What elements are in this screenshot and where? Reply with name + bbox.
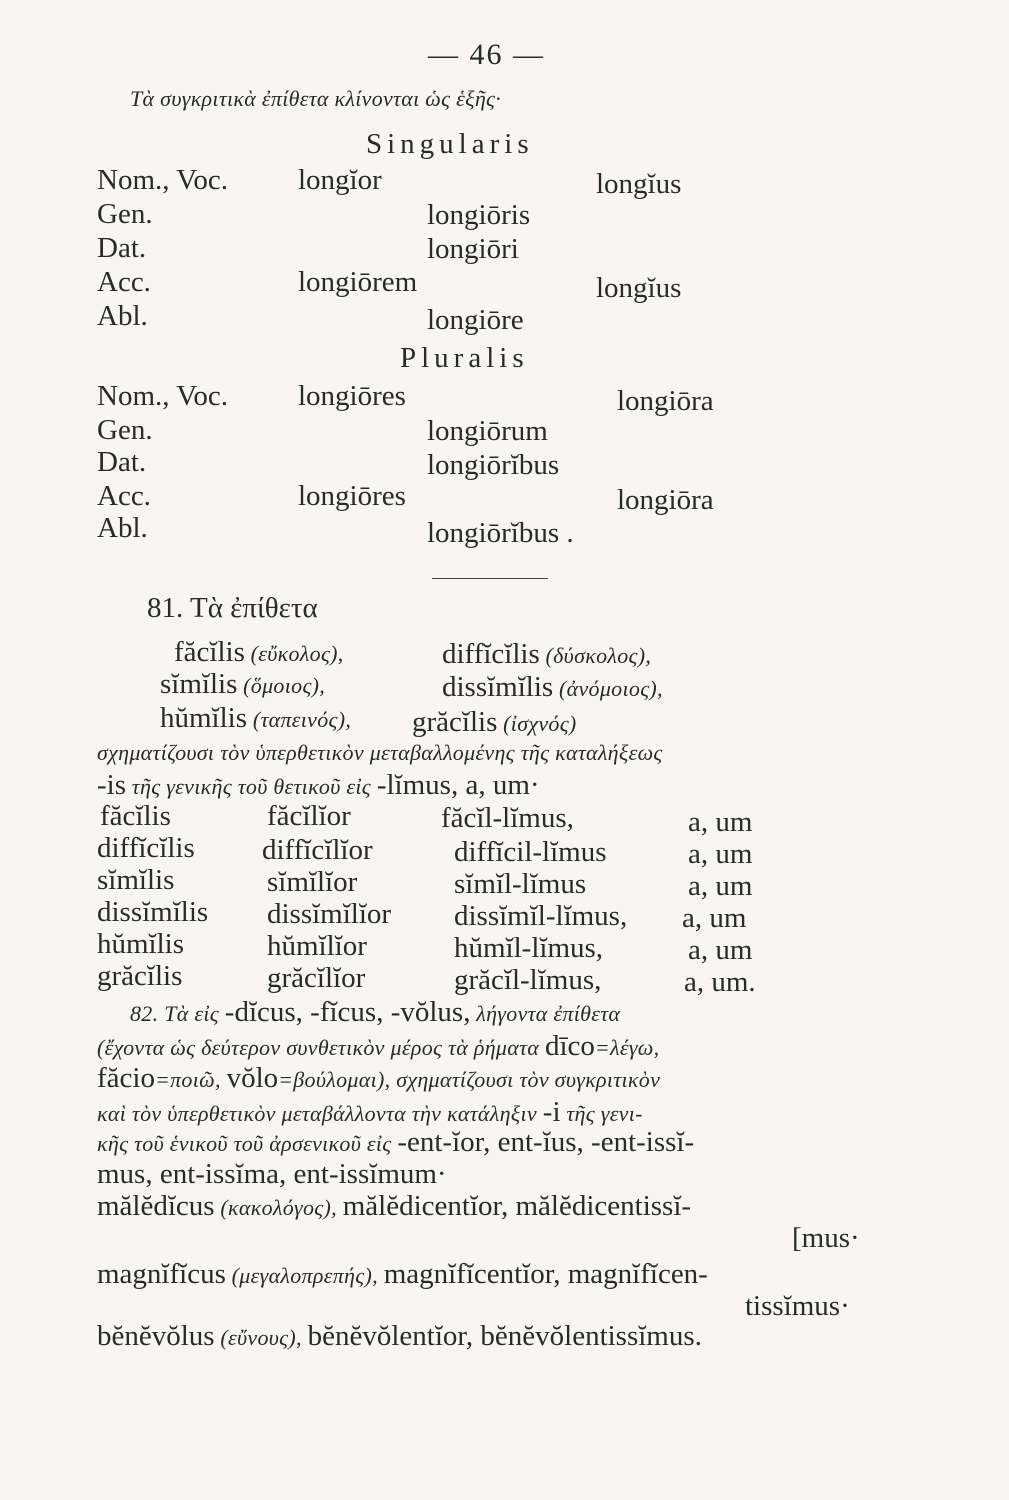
rule-description: σχηματίζουσι τὸν ὑπερθετικὸν μεταβαλλομένης τῆς καταλήξεως <box>97 740 663 765</box>
case-label: Dat. <box>97 232 147 264</box>
greek-text: λήγοντα ἐπίθετα <box>470 1001 621 1026</box>
latin-word: grăcĭlis <box>412 706 498 738</box>
greek-gloss: (εὔκολος), <box>244 641 344 666</box>
form-n: longiōra <box>617 484 714 516</box>
intro-line: Τὰ συγκριτικὰ ἐπίθετα κλίνονται ὡς ἑξῆς· <box>130 86 502 111</box>
case-label: Gen. <box>97 198 153 230</box>
greek-gloss: (ταπεινός), <box>247 707 352 732</box>
superlative-form: diffĭcil-lĭmus <box>454 836 607 868</box>
case-label: Abl. <box>97 512 148 544</box>
positive-form: dissĭmĭlis <box>97 896 209 928</box>
form-common: longiōrĭbus <box>427 449 560 481</box>
form-mf: longiōres <box>298 480 406 512</box>
latin-text: dīco <box>544 1030 595 1062</box>
positive-form: făcĭlis <box>100 800 171 832</box>
superlative-form: dissĭmĭl-lĭmus, <box>454 900 628 932</box>
comparative-form: dissĭmĭlĭor <box>267 898 392 930</box>
section-82-line <box>130 996 620 1029</box>
gender-endings: a, um <box>688 838 753 870</box>
form-n: longĭus <box>596 168 682 200</box>
example-line <box>97 1190 691 1223</box>
gender-endings: a, um. <box>684 966 756 998</box>
page-number: — 46 — <box>428 38 545 71</box>
greek-gloss: (εὔνους), <box>214 1325 308 1350</box>
form-n: longĭus <box>596 272 682 304</box>
greek-text: =ποιῶ, <box>154 1067 227 1092</box>
rule-description <box>97 769 540 802</box>
case-label: Dat. <box>97 446 147 478</box>
latin-text: magnĭfĭcentĭor, magnĭfĭcen- <box>383 1258 708 1290</box>
positive-form: hŭmĭlis <box>97 928 185 960</box>
latin-word: diffĭcĭlis <box>442 638 540 670</box>
latin-text: -i <box>542 1096 561 1128</box>
section-82-line <box>97 1062 660 1095</box>
singularis-header: Singularis <box>366 128 534 160</box>
positive-form: diffĭcĭlis <box>97 832 195 864</box>
example-line <box>97 1258 708 1291</box>
example-line <box>97 1320 702 1353</box>
hyphenation-continuation: tissĭmus· <box>745 1290 850 1322</box>
case-label: Acc. <box>97 480 151 512</box>
gender-endings: a, um <box>688 934 753 966</box>
greek-text: (ἔχοντα ὡς δεύτερον συνθετικὸν μέρος τὰ ῥήματα <box>97 1035 545 1060</box>
form-mf: longiōres <box>298 380 406 412</box>
form-common: longiōre <box>427 304 524 336</box>
adjective-gloss <box>442 638 651 671</box>
ending: -lĭmus, a, um· <box>376 769 540 801</box>
section-82-line <box>97 1096 643 1129</box>
latin-text: mălĕdĭcus <box>97 1190 215 1222</box>
greek-gloss: (κακολόγος), <box>214 1195 343 1220</box>
form-mf: longĭor <box>298 164 382 196</box>
case-label: Nom., Voc. <box>97 380 229 412</box>
adjective-gloss <box>442 671 663 704</box>
greek-gloss: (ἀνόμοιος), <box>553 676 663 701</box>
section-81-lead: 81. Τὰ ἐπίθετα <box>147 592 318 624</box>
superlative-form: hŭmĭl-lĭmus, <box>454 932 604 964</box>
comparative-form: diffĭcĭlĭor <box>262 834 373 866</box>
section-divider <box>432 578 548 579</box>
adjective-gloss <box>174 636 344 669</box>
superlative-form: sĭmĭl-lĭmus <box>454 868 587 900</box>
hyphenation-continuation: [mus· <box>792 1222 860 1254</box>
greek-gloss: (δύσκολος), <box>539 643 652 668</box>
latin-text: -dĭcus, -fĭcus, -vŏlus, <box>224 996 471 1028</box>
gender-endings: a, um <box>688 806 753 838</box>
greek-gloss: (μεγαλοπρεπής), <box>225 1263 384 1288</box>
comparative-form: hŭmĭlĭor <box>267 930 367 962</box>
form-mf: longiōrem <box>298 266 418 298</box>
superlative-form: făcĭl-lĭmus, <box>441 802 574 834</box>
form-common: longiōri <box>427 233 519 265</box>
latin-text: -ent-ĭor, ent-ĭus, -ent-issĭ- <box>397 1126 695 1158</box>
comparative-form: grăcĭlĭor <box>267 962 366 994</box>
greek-text: τῆς γενι- <box>560 1101 643 1126</box>
form-common: longiōrĭbus . <box>427 517 574 549</box>
positive-form: sĭmĭlis <box>97 864 175 896</box>
latin-word: sĭmĭlis <box>160 668 238 700</box>
case-label: Gen. <box>97 414 153 446</box>
greek-text: 82. Τὰ εἰς <box>130 1001 225 1026</box>
section-82-line: mus, ent-issĭma, ent-issĭmum· <box>97 1158 447 1190</box>
case-label: Abl. <box>97 300 148 332</box>
latin-text: bĕnĕvŏlus <box>97 1320 215 1352</box>
greek-text: =βούλομαι), σχηματίζουσι τὸν συγκριτικὸν <box>278 1067 661 1092</box>
greek-gloss: (ὅμοιος), <box>237 673 326 698</box>
section-82-line <box>97 1030 659 1063</box>
gender-endings: a, um <box>688 870 753 902</box>
latin-word: hŭmĭlis <box>160 702 248 734</box>
case-label: Nom., Voc. <box>97 164 229 196</box>
latin-text: magnĭfĭcus <box>97 1258 226 1290</box>
gender-endings: a, um <box>682 902 747 934</box>
section-82-line <box>97 1126 694 1159</box>
adjective-gloss <box>160 668 325 701</box>
latin-text: făcio <box>97 1062 155 1094</box>
greek-text: =λέγω, <box>594 1035 660 1060</box>
superlative-form: grăcĭl-lĭmus, <box>454 964 602 996</box>
greek-gloss: (ἰσχνός) <box>497 711 577 736</box>
comparative-form: făcĭlĭor <box>267 800 351 832</box>
case-label: Acc. <box>97 266 151 298</box>
greek-text: τῆς γενικῆς τοῦ θετικοῦ εἰς <box>126 774 377 799</box>
comparative-form: sĭmĭlĭor <box>267 866 358 898</box>
latin-word: făcĭlis <box>174 636 245 668</box>
adjective-gloss <box>160 702 351 735</box>
greek-text: καὶ τὸν ὑπερθετικὸν μεταβάλλοντα τὴν κατάληξιν <box>97 1101 543 1126</box>
pluralis-header: Pluralis <box>400 342 529 374</box>
positive-form: grăcĭlis <box>97 960 183 992</box>
form-n: longiōra <box>617 385 714 417</box>
latin-text: vŏlo <box>226 1062 279 1094</box>
form-common: longiōrum <box>427 415 548 447</box>
ending: -is <box>97 769 126 801</box>
latin-text: bĕnĕvŏlentĭor, bĕnĕvŏlentissĭmus. <box>307 1320 702 1352</box>
latin-word: dissĭmĭlis <box>442 671 554 703</box>
form-common: longiōris <box>427 199 531 231</box>
adjective-gloss <box>412 706 577 739</box>
latin-text: mălĕdicentĭor, mălĕdicentissĭ- <box>342 1190 692 1222</box>
greek-text: κῆς τοῦ ἑνικοῦ τοῦ ἀρσενικοῦ εἰς <box>97 1131 398 1156</box>
